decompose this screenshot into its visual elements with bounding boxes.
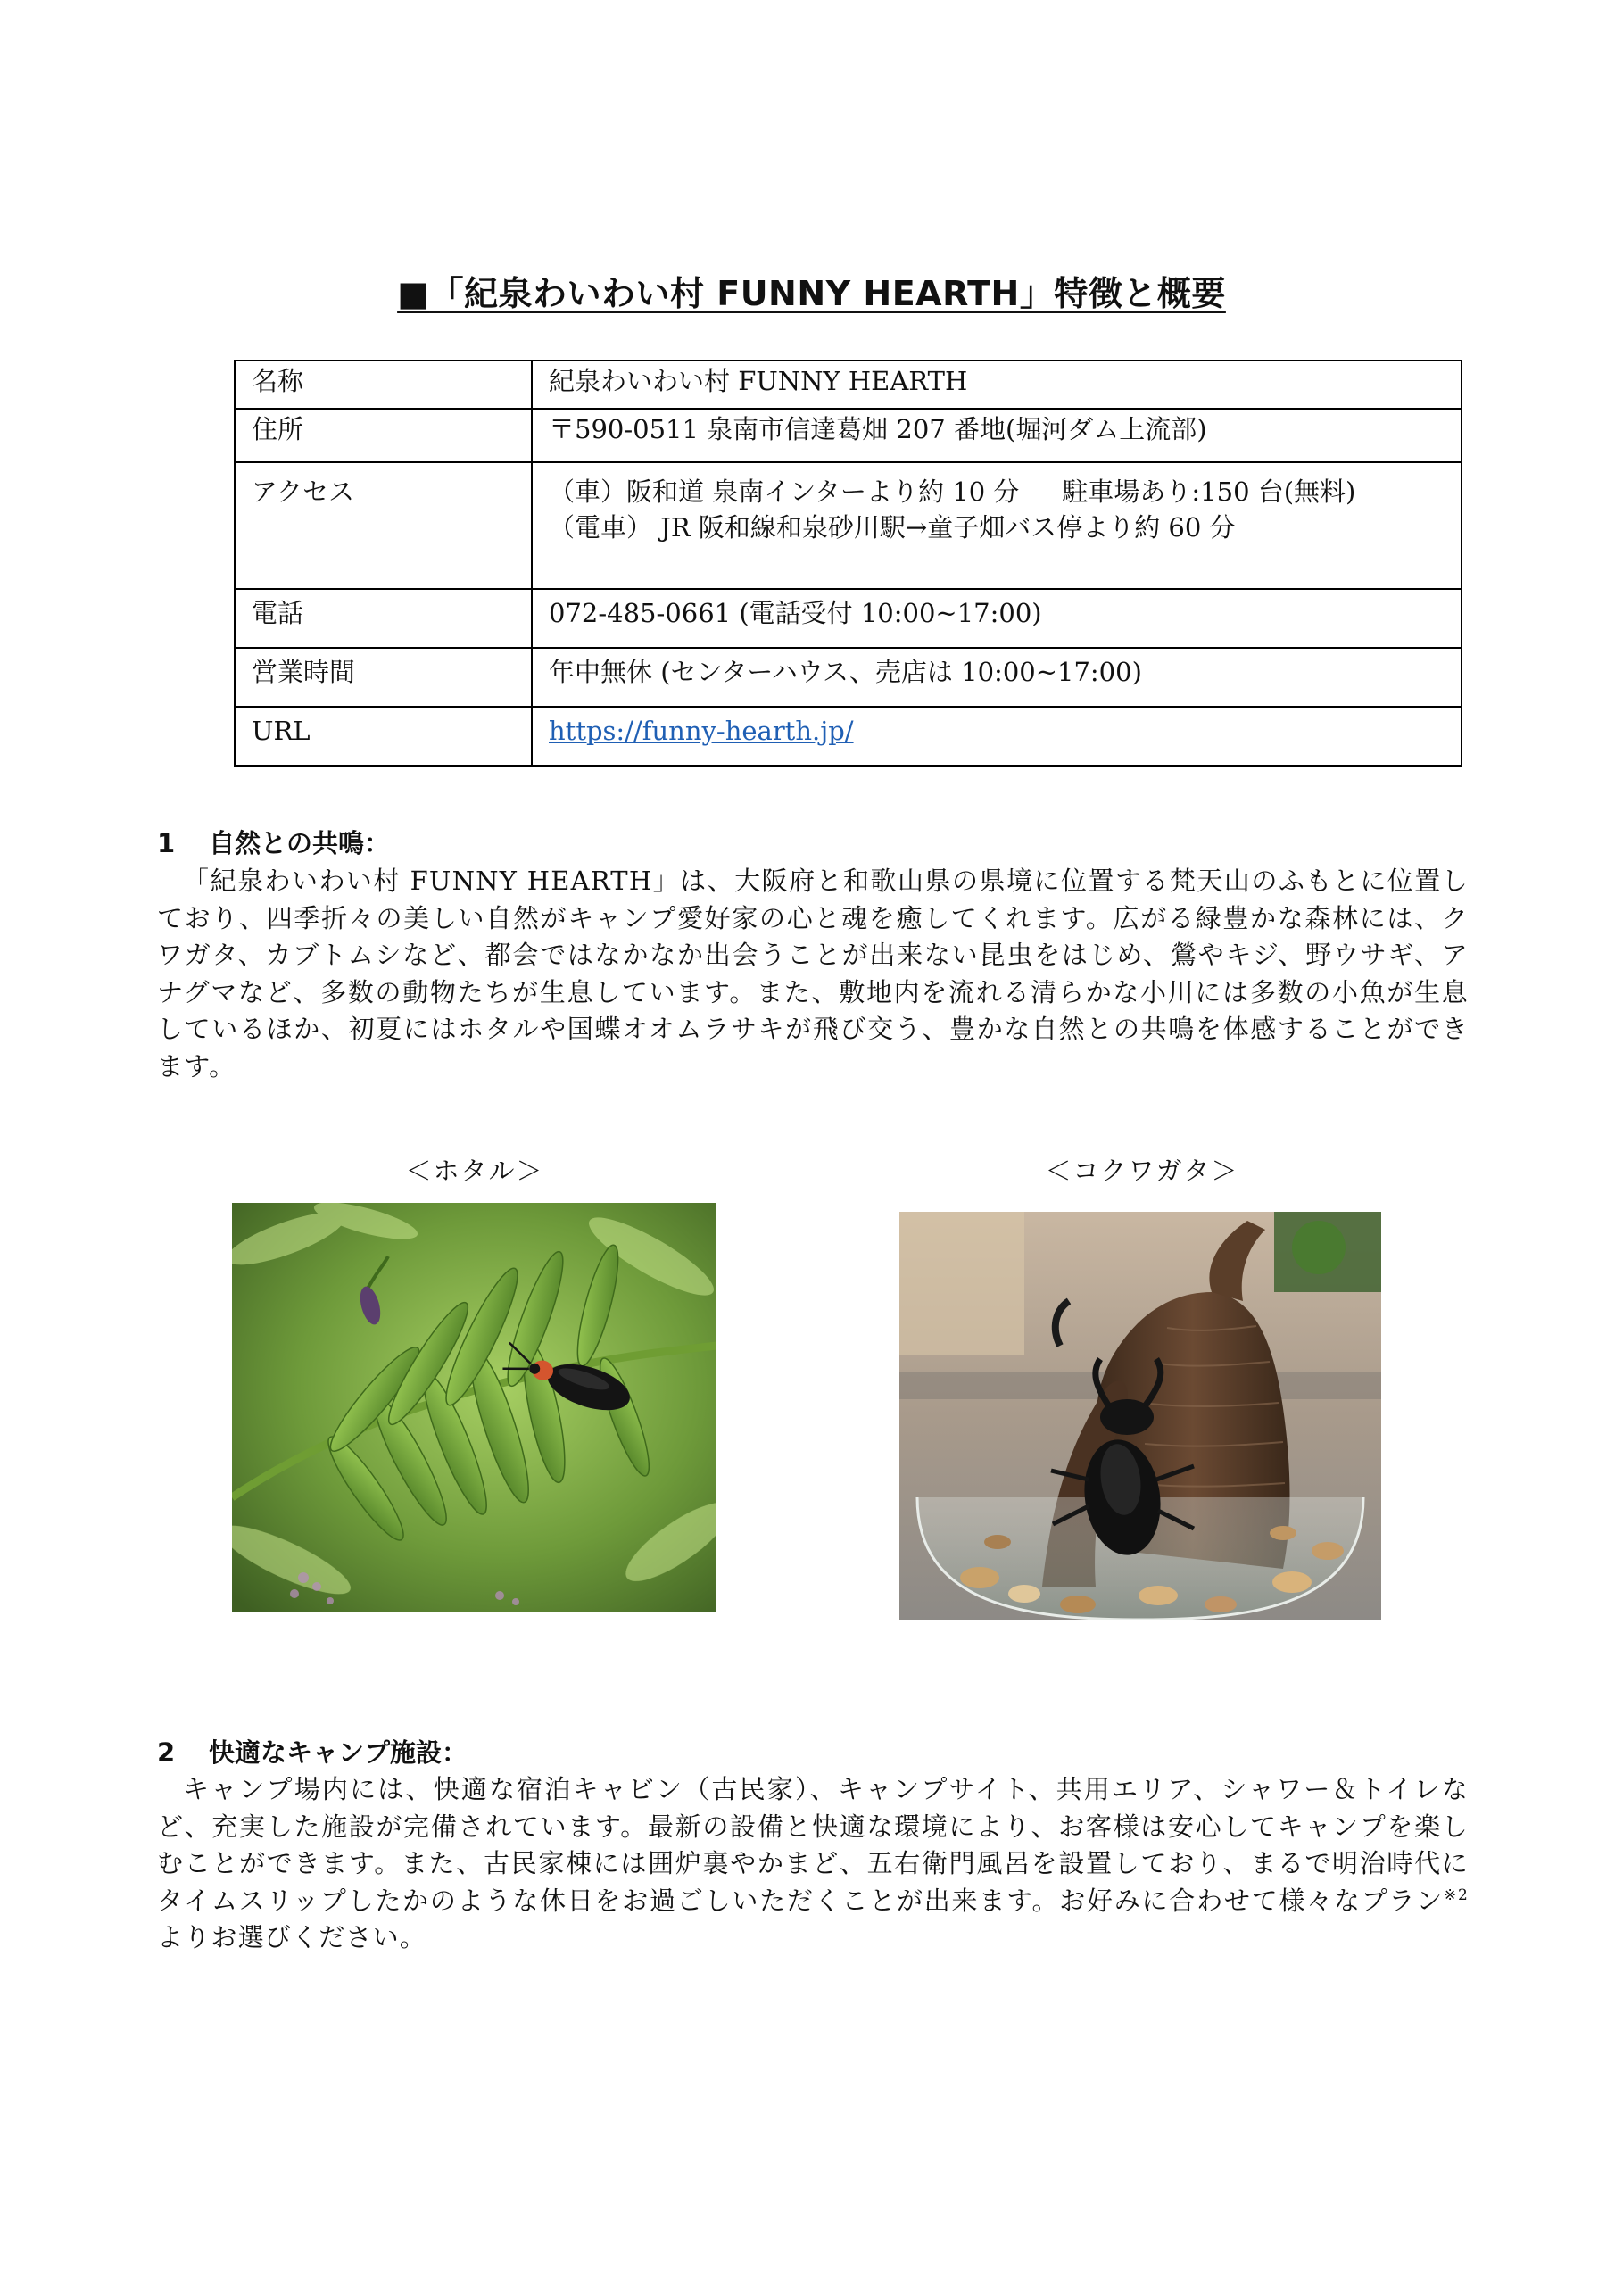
section2-body: キャンプ場内には、快適な宿泊キャビン（古民家）、キャンプサイト、共用エリア、シャワー＆トイレなど、充実した施設が完備されています。最新の設備と快適な環境により、お客様は安心してキャンプを楽しむことができます。また、古民家棟には囲炉裏やかまど、五右衛門風呂を設置しており、まるで明治時代にタイムスリップしたかのような休日をお過ごしいただくことが出来ます。お好みに合わせて様々なプラン$^{※2}$よりお選びください。 <box>157 1774 1469 1952</box>
title-text: 「紀泉わいわい村 FUNNY HEARTH」特徴と概要 <box>429 274 1226 313</box>
section2-title: 快適なキャンプ施設： <box>209 1737 468 1768</box>
caption-firefly: ＜ホタル＞ <box>405 1156 544 1186</box>
access-by-car: （車）阪和道 泉南インターより約 10 分 <box>549 477 1020 507</box>
website-link[interactable]: https://funny-hearth.jp/ <box>549 716 854 746</box>
row-key-access: アクセス <box>235 462 532 589</box>
row-value-address: 〒590-0511 泉南市信達葛畑 207 番地(堀河ダム上流部) <box>532 409 1462 462</box>
caption-stag-beetle: ＜コクワガタ＞ <box>1045 1156 1239 1186</box>
row-value-url <box>532 707 1462 766</box>
row-key-phone: 電話 <box>235 589 532 648</box>
row-value-name: 紀泉わいわい村 FUNNY HEARTH <box>532 361 1462 409</box>
info-table <box>234 360 1462 767</box>
row-value-hours: 年中無休 (センターハウス、売店は 10:00~17:00) <box>532 648 1462 707</box>
page-title <box>0 270 1623 317</box>
section1-title: 自然との共鳴： <box>209 828 391 858</box>
section2-number: 2 <box>157 1737 176 1768</box>
table-row <box>235 462 1462 589</box>
firefly-photo <box>232 1203 716 1612</box>
row-key-url: URL <box>235 707 532 766</box>
table-row <box>235 409 1462 462</box>
table-row <box>235 707 1462 766</box>
title-marker: ■ <box>397 274 430 313</box>
row-key-hours: 営業時間 <box>235 648 532 707</box>
section1-body: 「紀泉わいわい村 FUNNY HEARTH」は、大阪府と和歌山県の県境に位置する梵天山のふもとに位置しており、四季折々の美しい自然がキャンプ愛好家の心と魂を癒してくれます。広がる緑豊かな森林には、クワガタ、カブトムシなど、都会ではなかなか出会うことが出来ない昆虫をはじめ、鶯やキジ、野ウサギ、アナグマなど、多数の動物たちが生息しています。また、敷地内を流れる清らかな小川には多数の小魚が生息しているほか、初夏にはホタルや国蝶オオムラサキが飛び交う、豊かな自然との共鳴を体感することができます。 <box>157 866 1469 1082</box>
section2-heading <box>157 1735 468 1770</box>
table-row <box>235 589 1462 648</box>
table-row <box>235 361 1462 409</box>
section1-heading <box>157 825 390 861</box>
row-key-address: 住所 <box>235 409 532 462</box>
access-by-train: （電車） JR 阪和線和泉砂川駅→童子畑バス停より約 60 分 <box>549 512 1236 543</box>
row-value-access <box>532 462 1462 589</box>
row-value-phone: 072-485-0661 (電話受付 10:00~17:00) <box>532 589 1462 648</box>
section1-number: 1 <box>157 828 176 858</box>
stag-beetle-photo <box>899 1212 1381 1620</box>
footnote-ref: ※2 <box>1443 1886 1469 1904</box>
row-key-name: 名称 <box>235 361 532 409</box>
table-row <box>235 648 1462 707</box>
access-parking: 駐車場あり:150 台(無料) <box>1062 477 1356 507</box>
